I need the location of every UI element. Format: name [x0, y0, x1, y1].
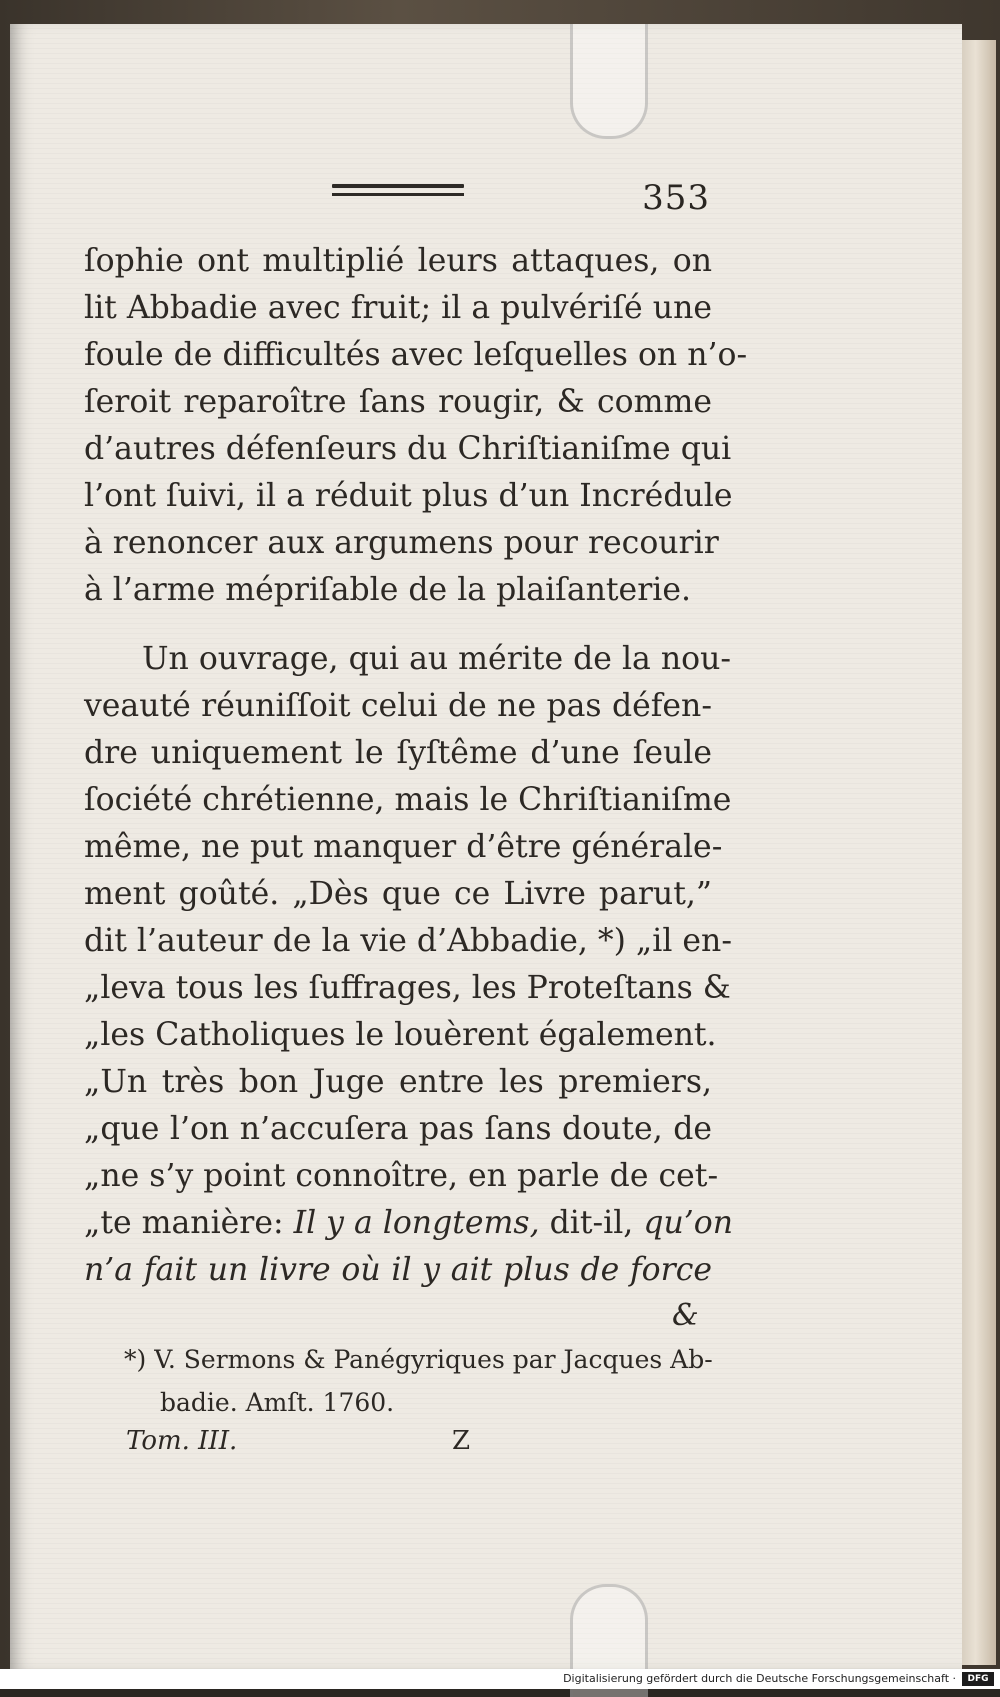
text-line: „ne s’y point connoître, en parle de cet- [84, 1158, 719, 1194]
text-segment: dit-il, [539, 1205, 644, 1241]
italic-segment: qu’on [643, 1205, 734, 1241]
text-line: ſeroit reparoître ſans rougir, & comme [84, 384, 712, 420]
digitization-credit: Digitalisierung gefördert durch die Deutsche Forschungsgemeinschaft · [563, 1672, 956, 1685]
text-line: „que l’on n’accuſera pas ſans doute, de [84, 1111, 712, 1147]
text-line: dre uniquement le ſyſtême d’une ſeule [84, 735, 712, 771]
text-line: „les Catholiques le louèrent également. [84, 1017, 717, 1053]
text-line: à l’arme mépriſable de la plaiſanterie. [84, 572, 691, 608]
text-line: même, ne put manquer d’être générale- [84, 829, 723, 865]
footnote-line: *) V. Sermons & Panégyriques par Jacques Ab- [124, 1345, 713, 1374]
text-line: foule de difficultés avec leſquelles on n’o- [84, 337, 748, 373]
volume-signature: Tom. III. [126, 1426, 238, 1456]
dfg-logo-icon: DFG [962, 1672, 994, 1686]
footnote [124, 1338, 714, 1424]
text-line: ſociété chrétienne, mais le Chriſtianiſme [84, 782, 732, 818]
page-number: 353 [642, 178, 710, 218]
italic-segment: Il y a longtems, [293, 1205, 540, 1241]
catchword: & [672, 1298, 699, 1333]
gathering-signature: Z [452, 1426, 471, 1456]
body-text [84, 238, 748, 1294]
page-edge [960, 40, 996, 1665]
text-segment: „te manière: [84, 1205, 294, 1241]
footnote-line: badie. Amſt. 1760. [160, 1388, 395, 1417]
text-line: d’autres défenſeurs du Chriſtianiſme qui [84, 431, 732, 467]
text-line: ment goûté. „Dès que ce Livre parut,” [84, 876, 712, 912]
text-line: Un ouvrage, qui au mérite de la nou- [142, 641, 732, 677]
text-line: à renoncer aux argumens pour recourir [84, 525, 719, 561]
text-line: l’ont ſuivi, il a réduit plus d’un Incrédule [84, 478, 733, 514]
text-line-mixed [84, 1200, 734, 1247]
header-rule [332, 184, 464, 188]
text-line: lit Abbadie avec fruit; il a pulvériſé une [84, 290, 712, 326]
paragraph-gap [84, 614, 712, 636]
text-line: „Un très bon Juge entre les premiers, [84, 1064, 712, 1100]
text-line-italic: n’a fait un livre où il y ait plus de force [84, 1252, 712, 1288]
text-line: „leva tous les ſuffrages, les Proteſtans & [84, 970, 731, 1006]
page-clip-top [570, 24, 648, 139]
text-line: dit l’auteur de la vie d’Abbadie, *) „il en- [84, 923, 732, 959]
text-line: ſophie ont multiplié leurs attaques, on [84, 243, 712, 279]
text-line: veauté réuniſſoit celui de ne pas défen- [84, 688, 712, 724]
